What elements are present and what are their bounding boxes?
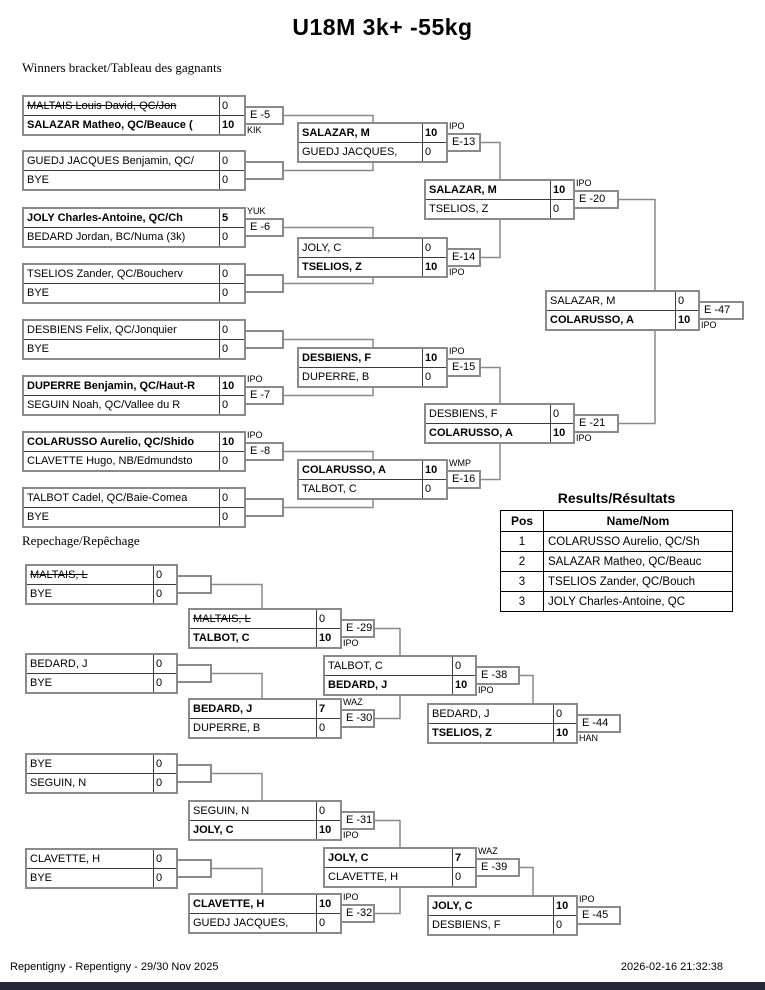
match-box (22, 487, 246, 528)
athlete-name: BEDARD, J (328, 679, 388, 691)
match-score: 0 (153, 850, 176, 868)
athlete-name: CLAVETTE, H (193, 898, 265, 910)
match-score: 0 (153, 774, 176, 792)
athlete-row (27, 868, 176, 887)
match-score: 0 (550, 200, 573, 218)
athlete-name: DUPERRE, B (193, 722, 261, 734)
athlete-name: BYE (30, 588, 53, 600)
athlete-name: JOLY, C (302, 242, 342, 254)
athlete-name: COLARUSSO, A (429, 427, 513, 439)
athlete-name: BEDARD Jordan, BC/Numa (3k) (27, 231, 186, 243)
match-box (323, 655, 477, 696)
athlete-row (325, 657, 475, 675)
match-score: 0 (153, 755, 176, 773)
match-score: 10 (219, 433, 244, 451)
athlete-row (429, 897, 576, 915)
athlete-name: COLARUSSO Aurelio, QC/Shido (27, 436, 195, 448)
match-number-label: E-13 (446, 133, 481, 152)
connector-line (375, 629, 400, 656)
connector-line (283, 228, 373, 238)
connector-stub (244, 274, 284, 293)
athlete-row (24, 489, 244, 507)
match-score: 0 (422, 368, 446, 386)
match-score: 0 (153, 566, 176, 584)
match-score: 10 (422, 349, 446, 367)
match-score: 0 (550, 405, 573, 423)
match-number-label: E -8 (244, 442, 284, 461)
athlete-row (24, 115, 244, 134)
athlete-row (24, 433, 244, 451)
athlete-row (299, 142, 446, 161)
match-score: 10 (316, 895, 340, 913)
athlete-name: SEGUIN Noah, QC/Vallee du R (27, 399, 181, 411)
match-box (22, 319, 246, 360)
athlete-row (429, 705, 576, 723)
athlete-name: SALAZAR Matheo, QC/Beauce ( (27, 119, 193, 131)
athlete-name: BYE (30, 677, 53, 689)
match-score: 10 (675, 311, 698, 329)
match-number-label: E -6 (244, 218, 284, 237)
athlete-name: COLARUSSO, A (302, 464, 386, 476)
athlete-name: JOLY, C (193, 824, 234, 836)
win-code-label: IPO (701, 320, 717, 330)
match-box (22, 431, 246, 472)
match-score: 10 (219, 377, 244, 395)
match-box (25, 753, 178, 794)
athlete-name: TSELIOS, Z (302, 261, 362, 273)
connector-line (481, 368, 500, 404)
connector-line (520, 868, 533, 896)
athlete-name: CLAVETTE Hugo, NB/Edmundsto (27, 455, 193, 467)
winners-bracket-heading: Winners bracket/Tableau des gagnants (22, 60, 222, 75)
match-box (25, 848, 178, 889)
result-position: 1 (501, 532, 544, 552)
athlete-name: SALAZAR, M (302, 127, 370, 139)
win-code-label: IPO (579, 894, 595, 904)
match-score: 0 (219, 452, 244, 470)
match-score: 0 (553, 916, 576, 934)
connector-line (619, 331, 655, 424)
athlete-row (325, 849, 475, 867)
athlete-row (547, 292, 698, 310)
match-score: 5 (219, 209, 244, 227)
match-score: 0 (316, 914, 340, 932)
match-box (424, 403, 575, 444)
results-title: Results/Résultats (557, 490, 676, 506)
athlete-name: TSELIOS Zander, QC/Boucherv (27, 268, 183, 280)
athlete-row (426, 181, 573, 199)
timestamp-footer: 2026-02-16 21:32:38 (620, 961, 723, 973)
match-score: 0 (219, 265, 244, 283)
match-score: 10 (316, 821, 340, 839)
match-number-label: E -7 (244, 386, 284, 405)
match-number-label: E -45 (576, 906, 621, 925)
athlete-row (299, 257, 446, 276)
athlete-name: TSELIOS, Z (432, 727, 492, 739)
match-score: 0 (316, 719, 340, 737)
athlete-name: BEDARD, J (193, 703, 253, 715)
connector-line (212, 774, 262, 801)
connector-stub (244, 330, 284, 349)
match-number-label: E -32 (340, 904, 375, 923)
athlete-name: TALBOT, C (193, 632, 250, 644)
athlete-row (24, 283, 244, 302)
match-number-label: E -44 (576, 714, 621, 733)
athlete-row (299, 479, 446, 498)
athlete-name: MALTAIS, L (193, 613, 251, 625)
athlete-row (325, 867, 475, 886)
connector-line (619, 200, 655, 291)
win-code-label: WMP (449, 458, 471, 468)
athlete-name: SEGUIN, N (30, 777, 87, 789)
match-score: 10 (219, 116, 244, 134)
match-score: 0 (219, 489, 244, 507)
match-box (22, 263, 246, 304)
connector-line (481, 444, 500, 480)
athlete-name: GUEDJ JACQUES Benjamin, QC/ (27, 155, 194, 167)
match-box (545, 290, 700, 331)
win-code-label: IPO (449, 346, 465, 356)
connector-stub (176, 664, 212, 683)
win-code-label: WAZ (343, 697, 363, 707)
athlete-row (299, 367, 446, 386)
win-code-label: IPO (247, 374, 263, 384)
bottom-bar (0, 982, 765, 990)
match-score: 0 (219, 152, 244, 170)
athlete-name: BEDARD, J (432, 708, 490, 720)
match-box (25, 564, 178, 605)
match-number-label: E -20 (573, 190, 619, 209)
results-row (501, 532, 733, 552)
match-number-label: E -47 (698, 301, 744, 320)
athlete-row (24, 321, 244, 339)
match-score: 0 (219, 396, 244, 414)
match-score: 0 (316, 802, 340, 820)
athlete-name: DESBIENS, F (302, 352, 372, 364)
match-score: 10 (452, 676, 475, 694)
athlete-row (299, 461, 446, 479)
athlete-name: SEGUIN, N (193, 805, 250, 817)
athlete-name: BEDARD, J (30, 658, 88, 670)
athlete-name: TALBOT, C (328, 660, 383, 672)
results-row (501, 592, 733, 612)
match-score: 0 (452, 657, 475, 675)
athlete-row (24, 395, 244, 414)
match-box (25, 653, 178, 694)
connector-stub (244, 161, 284, 180)
match-number-label: E -30 (340, 709, 375, 728)
match-score: 0 (219, 340, 244, 358)
athlete-row (27, 584, 176, 603)
athlete-row (299, 239, 446, 257)
athlete-row (24, 339, 244, 358)
results-header-name: Name/Nom (544, 511, 733, 532)
match-number-label: E-16 (446, 470, 481, 489)
athlete-name: CLAVETTE, H (30, 853, 101, 865)
match-number-label: E -38 (475, 666, 520, 685)
win-code-label: IPO (576, 178, 592, 188)
athlete-name: BYE (27, 343, 50, 355)
win-code-label: IPO (449, 121, 465, 131)
athlete-row (27, 566, 176, 584)
match-number-label: E -29 (340, 619, 375, 638)
match-box (22, 207, 246, 248)
athlete-row (24, 377, 244, 395)
athlete-row (190, 718, 340, 737)
match-box (188, 698, 342, 739)
connector-line (375, 888, 400, 914)
connector-stub (176, 764, 212, 783)
event-footer: Repentigny - Repentigny - 29/30 Nov 2025 (10, 961, 219, 973)
win-code-label: IPO (449, 267, 465, 277)
match-score: 0 (153, 585, 176, 603)
match-score: 0 (219, 97, 244, 115)
connector-line (283, 340, 373, 348)
athlete-row (429, 915, 576, 934)
connector-line (481, 143, 500, 180)
match-score: 10 (422, 124, 446, 142)
athlete-name: MALTAIS, L (30, 569, 88, 581)
athlete-row (24, 451, 244, 470)
athlete-name: JOLY, C (432, 900, 473, 912)
win-code-label: WAZ (478, 846, 498, 856)
match-score: 10 (553, 724, 576, 742)
connector-stub (176, 859, 212, 878)
match-score: 10 (550, 181, 573, 199)
athlete-name: BYE (27, 511, 50, 523)
match-score: 0 (153, 674, 176, 692)
athlete-row (299, 349, 446, 367)
athlete-row (426, 199, 573, 218)
athlete-row (24, 265, 244, 283)
athlete-row (27, 850, 176, 868)
result-name: SALAZAR Matheo, QC/Beauc (544, 552, 733, 572)
athlete-name: DESBIENS, F (432, 919, 501, 931)
match-score: 0 (219, 508, 244, 526)
connector-line (283, 163, 373, 171)
athlete-row (426, 423, 573, 442)
match-box (297, 347, 448, 388)
match-score: 0 (219, 171, 244, 189)
match-number-label: E -39 (475, 858, 520, 877)
athlete-row (190, 820, 340, 839)
connector-line (481, 220, 500, 258)
match-box (323, 847, 477, 888)
win-code-label: HAN (579, 733, 599, 743)
results-row (501, 552, 733, 572)
athlete-name: TSELIOS, Z (429, 203, 489, 215)
match-score: 7 (316, 700, 340, 718)
match-score: 10 (316, 629, 340, 647)
match-box (297, 237, 448, 278)
win-code-label: IPO (343, 830, 359, 840)
win-code-label: IPO (478, 685, 494, 695)
athlete-row (24, 227, 244, 246)
match-score: 0 (422, 239, 446, 257)
result-position: 3 (501, 592, 544, 612)
athlete-name: CLAVETTE, H (328, 871, 399, 883)
athlete-row (190, 700, 340, 718)
results-row (501, 572, 733, 592)
match-score: 0 (422, 143, 446, 161)
match-score: 0 (316, 610, 340, 628)
match-score: 0 (553, 705, 576, 723)
results-header-pos: Pos (501, 511, 544, 532)
result-name: COLARUSSO Aurelio, QC/Sh (544, 532, 733, 552)
match-score: 0 (675, 292, 698, 310)
result-name: TSELIOS Zander, QC/Bouch (544, 572, 733, 592)
match-box (297, 122, 448, 163)
match-number-label: E-15 (446, 358, 481, 377)
athlete-row (426, 405, 573, 423)
athlete-name: COLARUSSO, A (550, 314, 634, 326)
athlete-name: SALAZAR, M (550, 295, 616, 307)
results-table (500, 510, 733, 612)
match-box (297, 459, 448, 500)
match-box (188, 800, 342, 841)
athlete-name: GUEDJ JACQUES, (193, 917, 289, 929)
win-code-label: IPO (247, 430, 263, 440)
athlete-row (325, 675, 475, 694)
athlete-row (24, 152, 244, 170)
result-position: 2 (501, 552, 544, 572)
athlete-name: BYE (30, 872, 53, 884)
match-score: 10 (422, 258, 446, 276)
match-score: 0 (219, 284, 244, 302)
result-name: JOLY Charles-Antoine, QC (544, 592, 733, 612)
athlete-name: JOLY Charles-Antoine, QC/Ch (27, 212, 183, 224)
match-number-label: E -21 (573, 414, 619, 433)
athlete-name: DESBIENS, F (429, 408, 498, 420)
results-panel (500, 490, 733, 612)
win-code-label: IPO (343, 638, 359, 648)
athlete-row (190, 895, 340, 913)
match-number-label: E -31 (340, 811, 375, 830)
athlete-name: TALBOT, C (302, 483, 357, 495)
win-code-label: IPO (343, 892, 359, 902)
match-number-label: E -5 (244, 106, 284, 125)
connector-line (212, 674, 262, 699)
athlete-row (429, 723, 576, 742)
result-position: 3 (501, 572, 544, 592)
athlete-name: BYE (27, 174, 50, 186)
connector-line (375, 821, 400, 848)
match-score: 0 (452, 868, 475, 886)
match-score: 0 (153, 869, 176, 887)
connector-line (212, 585, 262, 609)
athlete-row (27, 773, 176, 792)
win-code-label: IPO (576, 433, 592, 443)
match-score: 0 (153, 655, 176, 673)
athlete-row (24, 209, 244, 227)
match-box (424, 179, 575, 220)
athlete-row (27, 655, 176, 673)
match-box (22, 150, 246, 191)
athlete-row (24, 170, 244, 189)
athlete-row (24, 507, 244, 526)
match-box (22, 375, 246, 416)
athlete-row (299, 124, 446, 142)
athlete-name: SALAZAR, M (429, 184, 497, 196)
athlete-row (547, 310, 698, 329)
match-box (427, 895, 578, 936)
athlete-row (190, 802, 340, 820)
match-box (427, 703, 578, 744)
athlete-name: DUPERRE Benjamin, QC/Haut-R (27, 380, 196, 392)
athlete-name: DUPERRE, B (302, 371, 370, 383)
athlete-name: GUEDJ JACQUES, (302, 146, 398, 158)
athlete-row (190, 610, 340, 628)
athlete-name: BYE (27, 287, 50, 299)
connector-line (212, 869, 262, 894)
connector-stub (176, 575, 212, 594)
athlete-row (27, 755, 176, 773)
connector-stub (244, 498, 284, 517)
athlete-name: MALTAIS Louis David, QC/Jon (27, 100, 177, 112)
page-title: U18M 3k+ -55kg (292, 14, 473, 40)
athlete-name: JOLY, C (328, 852, 369, 864)
match-score: 10 (553, 897, 576, 915)
match-score: 10 (550, 424, 573, 442)
match-score: 10 (422, 461, 446, 479)
connector-line (283, 452, 373, 460)
connector-line (375, 696, 400, 719)
match-box (188, 608, 342, 649)
athlete-name: DESBIENS Felix, QC/Jonquier (27, 324, 177, 336)
win-code-label: YUK (247, 206, 266, 216)
match-score: 0 (219, 228, 244, 246)
connector-line (520, 676, 533, 704)
connector-line (283, 388, 373, 396)
match-score: 0 (422, 480, 446, 498)
repechage-heading: Repechage/Repêchage (22, 533, 140, 548)
match-score: 0 (219, 321, 244, 339)
match-score: 7 (452, 849, 475, 867)
athlete-name: BYE (30, 758, 53, 770)
athlete-row (190, 913, 340, 932)
athlete-name: TALBOT Cadel, QC/Baie-Comea (27, 492, 188, 504)
match-number-label: E-14 (446, 248, 481, 267)
athlete-row (190, 628, 340, 647)
match-box (188, 893, 342, 934)
connector-line (283, 500, 373, 508)
athlete-row (27, 673, 176, 692)
match-box (22, 95, 246, 136)
connector-line (283, 278, 373, 284)
win-code-label: KIK (247, 125, 262, 135)
athlete-row (24, 97, 244, 115)
